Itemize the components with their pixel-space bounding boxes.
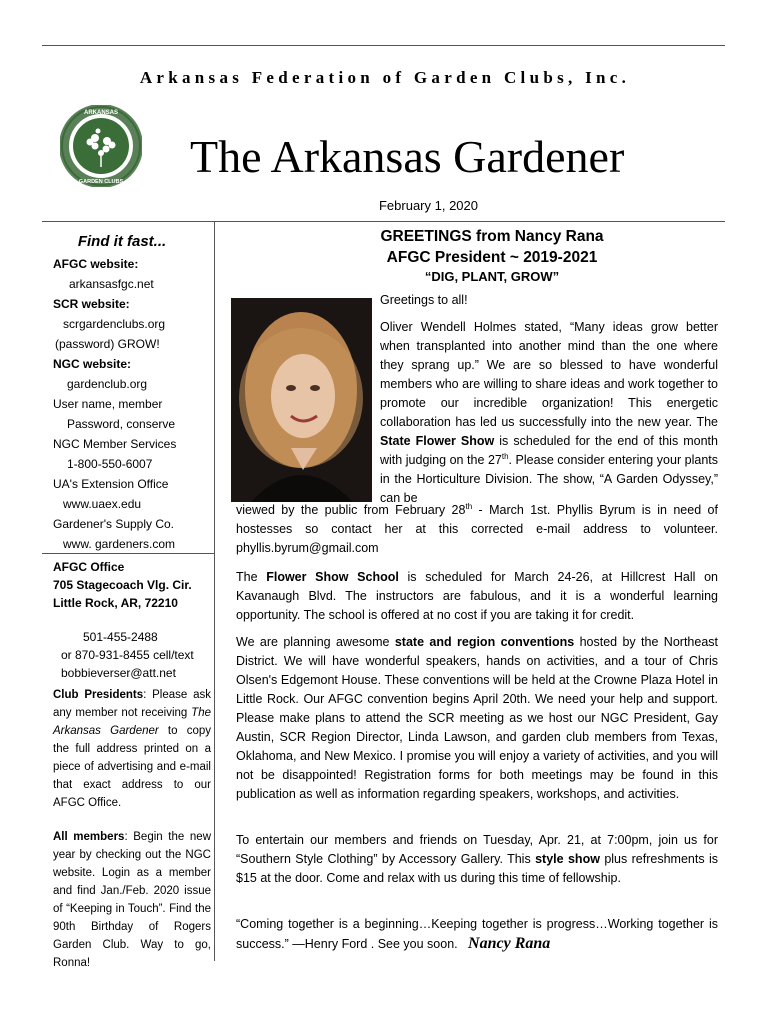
top-rule: [42, 45, 725, 46]
svg-text:ARKANSAS: ARKANSAS: [83, 110, 119, 116]
gardeners-supply-label: Gardener's Supply Co.: [53, 517, 175, 531]
organization-name: Arkansas Federation of Garden Clubs, Inc.: [139, 68, 631, 87]
scr-password: (password) GROW!: [55, 337, 160, 351]
sidebar-links: [53, 228, 211, 554]
club-presidents-note: Club Presidents: Please ask any member not receiving The Arkansas Gardener to copy the full address printed on a piece of advertising and e-mail that exact address to our AFGC Office.: [53, 689, 211, 809]
club-presidents-label: Club Presidents: [53, 689, 144, 701]
svg-text:GARDEN CLUBS: GARDEN CLUBS: [78, 179, 124, 185]
office-phone: 501-455-2488: [83, 630, 158, 644]
office-title: AFGC Office: [53, 560, 125, 574]
ngc-website-label: NGC website:: [53, 357, 132, 371]
ngc-password: Password, conserve: [67, 417, 176, 431]
paragraph-style-show: To entertain our members and friends on Tuesday, Apr. 21, at 7:00pm, join us for “Southern Style Clothing” by Accessory Gallery. This style show plus refreshments is $15 at the door. Come and relax with us during this time of fellowship.: [236, 833, 718, 885]
header-divider: [42, 221, 725, 222]
ua-extension-label: UA's Extension Office: [53, 477, 169, 491]
president-signature: Nancy Rana: [468, 935, 551, 952]
newsletter-title: The Arkansas Gardener: [190, 131, 625, 182]
ngc-username: User name, member: [53, 397, 163, 411]
paragraph-closing-quote: “Coming together is a beginning…Keeping together is progress…Working together is success.” —Henry Ford . See you soon. Nancy Rana: [236, 917, 718, 952]
headline-greetings: GREETINGS from Nancy Rana: [380, 228, 604, 245]
paragraph-flower-show-school: The Flower Show School is scheduled for March 24-26, at Hillcrest Hall on Kavanaugh Blvd. The instructors are fabulous, and it is a wonderful learning opportunity. The school is offered at no cost if you are taking it for credit.: [236, 570, 719, 622]
article-paragraph-intro: [380, 291, 718, 508]
scr-website-label: SCR website:: [53, 297, 130, 311]
office-email[interactable]: bobbieverser@att.net: [61, 666, 176, 680]
afgc-website-label: AFGC website:: [53, 257, 139, 271]
all-members-label: All members: [53, 831, 125, 843]
office-cell: or 870-931-8455 cell/text: [61, 648, 194, 662]
paragraph-conventions: We are planning awesome state and region conventions hosted by the Northeast District. We will have wonderful speakers, hands on activities, and a tour of Chris Olsen's Edgemont House. These conventions will be held at the Crowne Plaza Hotel in Little Rock. Our AFGC convention begins April 20th. We need your help and support. Please make plans to attend the SCR meeting as we host our NGC President, Gay Austin, SCR Region Director, Linda Lawson, and garden club members from Texas, Oklahoma, and New Mexico. I promise you will enjoy a variety of activities, and you will not be disappointed! Registration forms for both meetings may be found in this publication as well as information regarding speakers, workshops, and activities.: [236, 635, 718, 801]
gardeners-supply-link[interactable]: www. gardeners.com: [63, 537, 176, 551]
paragraph-1-continued: viewed by the public from February 28th - March 1st. Phyllis Byrum is in need of hostesses so contact her at this corrected e-mail address to volunteer. phyllis.byrum@gmail.com: [236, 501, 718, 555]
garden-club-logo: [60, 105, 142, 187]
afgc-website-link[interactable]: arkansasfgc.net: [69, 277, 154, 291]
all-members-note: All members: Begin the new year by checking out the NGC website. Login as a member and find Jan./Feb. 2020 issue of “Keeping in Touch”. Find the 90th Birthday of Rogers Garden Club. Way to go, Ronna!: [53, 831, 211, 969]
office-address-line2: Little Rock, AR, 72210: [53, 596, 178, 610]
motto: “DIG, PLANT, GROW”: [424, 269, 560, 284]
issue-date: February 1, 2020: [378, 198, 478, 213]
greetings-heading: [236, 226, 718, 285]
ngc-website-link[interactable]: gardenclub.org: [67, 377, 148, 391]
column-divider: [214, 221, 215, 961]
office-address-line1: 705 Stagecoach Vlg. Cir.: [53, 578, 192, 592]
president-photo: [231, 298, 372, 502]
headline-president: AFGC President ~ 2019-2021: [386, 249, 598, 266]
afgc-office-box: [53, 558, 211, 972]
scr-website-link[interactable]: scrgardenclubs.org: [63, 317, 166, 331]
ngc-phone: 1-800-550-6007: [67, 457, 153, 471]
sidebar-heading: Find it fast...: [77, 233, 167, 250]
paragraph-1: Oliver Wendell Holmes stated, “Many ideas grow better when transplanted into another mind than the one where they sprang up.” We are so blessed to have wonderful members who are willing to share ideas and work together to promote our incredible organization! This energetic collaboration has led us successfully into the new year. The State Flower Show is scheduled for the end of this month with judging on the 27th. Please consider entering your plants in the Horticulture Division. The show, “A Garden Odyssey,” can be: [380, 320, 718, 505]
ua-extension-link[interactable]: www.uaex.edu: [63, 497, 142, 511]
greeting-line: Greetings to all!: [380, 293, 468, 307]
ngc-member-services: NGC Member Services: [53, 437, 177, 451]
